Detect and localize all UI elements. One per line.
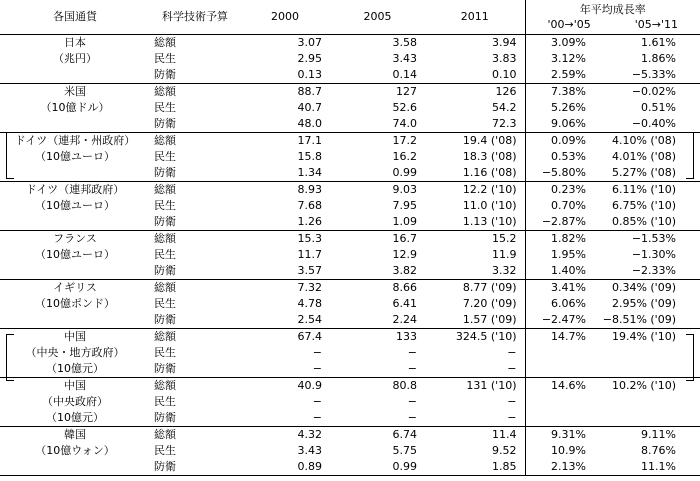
bracket-left-china bbox=[6, 334, 14, 381]
table-row bbox=[0, 84, 700, 101]
country-label-line: イギリス bbox=[53, 281, 97, 294]
value-2000: 7.68 bbox=[297, 199, 322, 212]
country-label-line: （10億ポンド） bbox=[35, 297, 115, 310]
growth-05-11: 8.76% bbox=[641, 444, 676, 457]
value-2005: − bbox=[407, 362, 417, 375]
growth-05-11: 6.75% ('10) bbox=[611, 199, 676, 212]
table-row bbox=[0, 231, 700, 248]
category-cell: 防衛 bbox=[154, 362, 176, 375]
value-2011: − bbox=[507, 346, 517, 359]
growth-05-11: 19.4% ('10) bbox=[611, 330, 676, 343]
country-label bbox=[0, 231, 150, 280]
growth-05-11: 6.11% ('10) bbox=[611, 183, 676, 196]
country-label-line: （10億ユーロ） bbox=[35, 248, 115, 261]
value-2000: − bbox=[312, 395, 322, 408]
value-2000: 3.57 bbox=[297, 264, 322, 277]
growth-00-05: 0.53% bbox=[525, 149, 600, 165]
category-cell: 民生 bbox=[154, 297, 176, 310]
category-cell: 総額 bbox=[154, 134, 176, 147]
value-2000: 2.54 bbox=[297, 313, 322, 326]
country-group bbox=[0, 378, 700, 427]
country-label-line: 日本 bbox=[64, 36, 86, 49]
value-2011: 18.3 ('08) bbox=[462, 150, 517, 163]
category-cell: 防衛 bbox=[154, 117, 176, 130]
category-cell: 民生 bbox=[154, 346, 176, 359]
value-2011: 324.5 ('10) bbox=[455, 330, 517, 343]
bracket-right-germany bbox=[686, 132, 694, 179]
value-2011: 12.2 ('10) bbox=[462, 183, 517, 196]
category-cell: 防衛 bbox=[154, 313, 176, 326]
growth-00-05: 1.40% bbox=[525, 263, 600, 280]
value-2011: − bbox=[507, 411, 517, 424]
growth-00-05 bbox=[525, 361, 600, 378]
growth-00-05: 0.09% bbox=[525, 133, 600, 150]
growth-00-05: 3.12% bbox=[525, 51, 600, 67]
table-row bbox=[0, 378, 700, 395]
value-2011: 54.2 bbox=[492, 101, 517, 114]
category-cell: 民生 bbox=[154, 52, 176, 65]
country-label-line: ドイツ（連邦政府） bbox=[25, 183, 125, 196]
value-2000: 7.32 bbox=[297, 281, 322, 294]
country-label-line: （10億ユーロ） bbox=[35, 199, 115, 212]
value-2000: 67.4 bbox=[297, 330, 322, 343]
table-row bbox=[0, 329, 700, 346]
category-cell: 防衛 bbox=[154, 460, 176, 473]
growth-00-05: 3.41% bbox=[525, 280, 600, 297]
growth-00-05: 1.82% bbox=[525, 231, 600, 248]
country-group bbox=[0, 133, 700, 182]
value-2005: 16.2 bbox=[392, 150, 417, 163]
value-2000: 2.95 bbox=[297, 52, 322, 65]
growth-00-05: 2.59% bbox=[525, 67, 600, 84]
growth-05-11: 4.10% ('08) bbox=[611, 134, 676, 147]
value-2011: 11.0 ('10) bbox=[462, 199, 517, 212]
growth-05-11: 2.95% ('09) bbox=[611, 297, 676, 310]
country-label bbox=[0, 35, 150, 84]
value-2011: − bbox=[507, 362, 517, 375]
country-label-line: （10億元） bbox=[46, 362, 104, 375]
value-2000: 48.0 bbox=[297, 117, 322, 130]
value-2011: 8.77 ('09) bbox=[462, 281, 517, 294]
value-2011: 1.16 ('08) bbox=[462, 166, 517, 179]
growth-05-11: −2.33% bbox=[631, 264, 676, 277]
value-2000: 88.7 bbox=[297, 85, 322, 98]
growth-00-05: 9.06% bbox=[525, 116, 600, 133]
country-label bbox=[0, 329, 150, 378]
value-2005: 6.74 bbox=[392, 428, 417, 441]
value-2005: 0.99 bbox=[392, 166, 417, 179]
bracket-right-china bbox=[686, 334, 694, 381]
country-label-line: （10億ウォン） bbox=[35, 444, 115, 457]
header-growth-05-11: '05→'11 bbox=[634, 18, 678, 31]
value-2000: 3.07 bbox=[297, 36, 322, 49]
category-cell: 防衛 bbox=[154, 68, 176, 81]
growth-00-05 bbox=[525, 345, 600, 361]
category-cell: 民生 bbox=[154, 101, 176, 114]
value-2005: 8.66 bbox=[392, 281, 417, 294]
value-2005: 52.6 bbox=[392, 101, 417, 114]
value-2005: 9.03 bbox=[392, 183, 417, 196]
category-cell: 総額 bbox=[154, 183, 176, 196]
value-2011: 3.83 bbox=[492, 52, 517, 65]
category-cell: 防衛 bbox=[154, 215, 176, 228]
category-cell: 防衛 bbox=[154, 166, 176, 179]
value-2011: 9.52 bbox=[492, 444, 517, 457]
growth-05-11: 5.27% ('08) bbox=[611, 166, 676, 179]
country-label bbox=[0, 427, 150, 476]
country-group bbox=[0, 182, 700, 231]
value-2005: − bbox=[407, 346, 417, 359]
growth-05-11 bbox=[600, 361, 700, 378]
value-2005: 133 bbox=[396, 330, 417, 343]
value-2005: 7.95 bbox=[392, 199, 417, 212]
growth-00-05: 1.95% bbox=[525, 247, 600, 263]
value-2000: − bbox=[312, 411, 322, 424]
value-2011: 0.10 bbox=[492, 68, 517, 81]
category-cell: 民生 bbox=[154, 150, 176, 163]
growth-05-11: 10.2% ('10) bbox=[611, 379, 676, 392]
header-2011: 2011 bbox=[460, 10, 489, 23]
growth-00-05: −2.47% bbox=[525, 312, 600, 329]
growth-00-05: 3.09% bbox=[525, 35, 600, 52]
growth-05-11 bbox=[600, 410, 700, 427]
category-cell: 総額 bbox=[154, 330, 176, 343]
category-cell: 総額 bbox=[154, 36, 176, 49]
value-2011: 1.13 ('10) bbox=[462, 215, 517, 228]
value-2005: 6.41 bbox=[392, 297, 417, 310]
growth-00-05: 0.23% bbox=[525, 182, 600, 199]
category-cell: 防衛 bbox=[154, 411, 176, 424]
value-2011: 131 ('10) bbox=[466, 379, 517, 392]
country-group bbox=[0, 329, 700, 378]
value-2005: 74.0 bbox=[392, 117, 417, 130]
value-2011: 3.32 bbox=[492, 264, 517, 277]
value-2000: 17.1 bbox=[297, 134, 322, 147]
value-2011: 3.94 bbox=[492, 36, 517, 49]
header-growth-00-05: '00→'05 bbox=[547, 18, 591, 31]
value-2011: 19.4 ('08) bbox=[462, 134, 517, 147]
country-label bbox=[0, 84, 150, 133]
growth-00-05: 14.7% bbox=[525, 329, 600, 346]
country-group bbox=[0, 231, 700, 280]
country-label-line: 中国 bbox=[64, 330, 86, 343]
country-label bbox=[0, 378, 150, 427]
growth-05-11: 11.1% bbox=[641, 460, 676, 473]
value-2005: 17.2 bbox=[392, 134, 417, 147]
header-2005: 2005 bbox=[363, 10, 392, 23]
country-label-line: （10億元） bbox=[46, 411, 104, 424]
growth-05-11 bbox=[600, 394, 700, 410]
growth-00-05: 5.26% bbox=[525, 100, 600, 116]
value-2011: 1.85 bbox=[492, 460, 517, 473]
growth-00-05: 2.13% bbox=[525, 459, 600, 476]
country-group bbox=[0, 84, 700, 133]
value-2005: 1.09 bbox=[392, 215, 417, 228]
value-2005: 3.58 bbox=[392, 36, 417, 49]
country-label-line: （10億ドル） bbox=[40, 101, 110, 114]
growth-05-11: 1.86% bbox=[641, 52, 676, 65]
value-2000: 1.34 bbox=[297, 166, 322, 179]
country-label-line: （10億ユーロ） bbox=[35, 150, 115, 163]
country-label-line: 米国 bbox=[64, 85, 86, 98]
table-row bbox=[0, 35, 700, 52]
country-label bbox=[0, 280, 150, 329]
value-2000: − bbox=[312, 362, 322, 375]
category-cell: 民生 bbox=[154, 248, 176, 261]
value-2005: 3.43 bbox=[392, 52, 417, 65]
value-2011: 11.4 bbox=[492, 428, 517, 441]
value-2011: 15.2 bbox=[492, 232, 517, 245]
growth-05-11 bbox=[600, 345, 700, 361]
value-2005: 3.82 bbox=[392, 264, 417, 277]
value-2005: 2.24 bbox=[392, 313, 417, 326]
growth-05-11: 0.85% ('10) bbox=[611, 215, 676, 228]
growth-00-05: 14.6% bbox=[525, 378, 600, 395]
country-group bbox=[0, 35, 700, 84]
growth-05-11: 0.51% bbox=[641, 101, 676, 114]
value-2005: 0.99 bbox=[392, 460, 417, 473]
header-growth bbox=[525, 0, 700, 35]
value-2005: 5.75 bbox=[392, 444, 417, 457]
growth-05-11: 0.34% ('09) bbox=[611, 281, 676, 294]
growth-05-11: −5.33% bbox=[631, 68, 676, 81]
country-group bbox=[0, 427, 700, 476]
value-2005: 16.7 bbox=[392, 232, 417, 245]
value-2000: 15.3 bbox=[297, 232, 322, 245]
value-2011: 72.3 bbox=[492, 117, 517, 130]
country-group bbox=[0, 280, 700, 329]
header-row bbox=[0, 0, 700, 35]
value-2005: 12.9 bbox=[392, 248, 417, 261]
growth-00-05: −2.87% bbox=[525, 214, 600, 231]
value-2000: − bbox=[312, 346, 322, 359]
category-cell: 民生 bbox=[154, 395, 176, 408]
country-label bbox=[0, 182, 150, 231]
value-2000: 40.7 bbox=[297, 101, 322, 114]
value-2011: 7.20 ('09) bbox=[462, 297, 517, 310]
growth-00-05: 6.06% bbox=[525, 296, 600, 312]
value-2000: 11.7 bbox=[297, 248, 322, 261]
category-cell: 総額 bbox=[154, 428, 176, 441]
growth-05-11: −8.51% ('09) bbox=[602, 313, 676, 326]
growth-05-11: −1.53% bbox=[631, 232, 676, 245]
country-label-line: （兆円） bbox=[53, 52, 97, 65]
value-2000: 8.93 bbox=[297, 183, 322, 196]
category-cell: 総額 bbox=[154, 281, 176, 294]
value-2011: − bbox=[507, 395, 517, 408]
growth-05-11: 4.01% ('08) bbox=[611, 150, 676, 163]
value-2005: 127 bbox=[396, 85, 417, 98]
category-cell: 総額 bbox=[154, 232, 176, 245]
value-2000: 15.8 bbox=[297, 150, 322, 163]
value-2005: 0.14 bbox=[392, 68, 417, 81]
header-growth-title: 年平均成長率 bbox=[579, 3, 646, 16]
header-2000: 2000 bbox=[271, 10, 299, 23]
table-row bbox=[0, 280, 700, 297]
country-label bbox=[0, 133, 150, 182]
category-cell: 総額 bbox=[154, 379, 176, 392]
growth-05-11: 1.61% bbox=[641, 36, 676, 49]
growth-00-05: 9.31% bbox=[525, 427, 600, 444]
growth-00-05: 7.38% bbox=[525, 84, 600, 101]
value-2005: − bbox=[407, 411, 417, 424]
table-row bbox=[0, 427, 700, 444]
growth-00-05: 0.70% bbox=[525, 198, 600, 214]
value-2011: 11.9 bbox=[492, 248, 517, 261]
country-label-line: （中央政府） bbox=[42, 395, 108, 408]
growth-05-11: −1.30% bbox=[631, 248, 676, 261]
country-label-line: ドイツ（連邦・州政府） bbox=[14, 134, 136, 147]
value-2000: 4.78 bbox=[297, 297, 322, 310]
value-2000: 3.43 bbox=[297, 444, 322, 457]
category-cell: 防衛 bbox=[154, 264, 176, 277]
growth-00-05 bbox=[525, 410, 600, 427]
value-2005: 80.8 bbox=[392, 379, 417, 392]
category-cell: 総額 bbox=[154, 85, 176, 98]
value-2000: 0.89 bbox=[297, 460, 322, 473]
value-2000: 1.26 bbox=[297, 215, 322, 228]
growth-00-05 bbox=[525, 394, 600, 410]
country-label-line: 中国 bbox=[64, 379, 86, 392]
growth-00-05: 10.9% bbox=[525, 443, 600, 459]
table-row bbox=[0, 133, 700, 150]
header-country: 各国通貨 bbox=[53, 10, 97, 23]
bracket-left-germany bbox=[6, 132, 14, 179]
country-label-line: 韓国 bbox=[64, 428, 86, 441]
growth-00-05: −5.80% bbox=[525, 165, 600, 182]
category-cell: 民生 bbox=[154, 199, 176, 212]
header-budget: 科学技術予算 bbox=[162, 10, 228, 23]
value-2005: − bbox=[407, 395, 417, 408]
growth-05-11: −0.02% bbox=[631, 85, 676, 98]
country-label-line: （中央・地方政府） bbox=[25, 346, 125, 359]
growth-05-11: 9.11% bbox=[641, 428, 676, 441]
value-2011: 126 bbox=[495, 85, 517, 98]
value-2000: 0.13 bbox=[297, 68, 322, 81]
table-row bbox=[0, 182, 700, 199]
value-2011: 1.57 ('09) bbox=[462, 313, 517, 326]
category-cell: 民生 bbox=[154, 444, 176, 457]
growth-05-11: −0.40% bbox=[631, 117, 676, 130]
value-2000: 4.32 bbox=[297, 428, 322, 441]
country-label-line: フランス bbox=[53, 232, 97, 245]
value-2000: 40.9 bbox=[297, 379, 322, 392]
